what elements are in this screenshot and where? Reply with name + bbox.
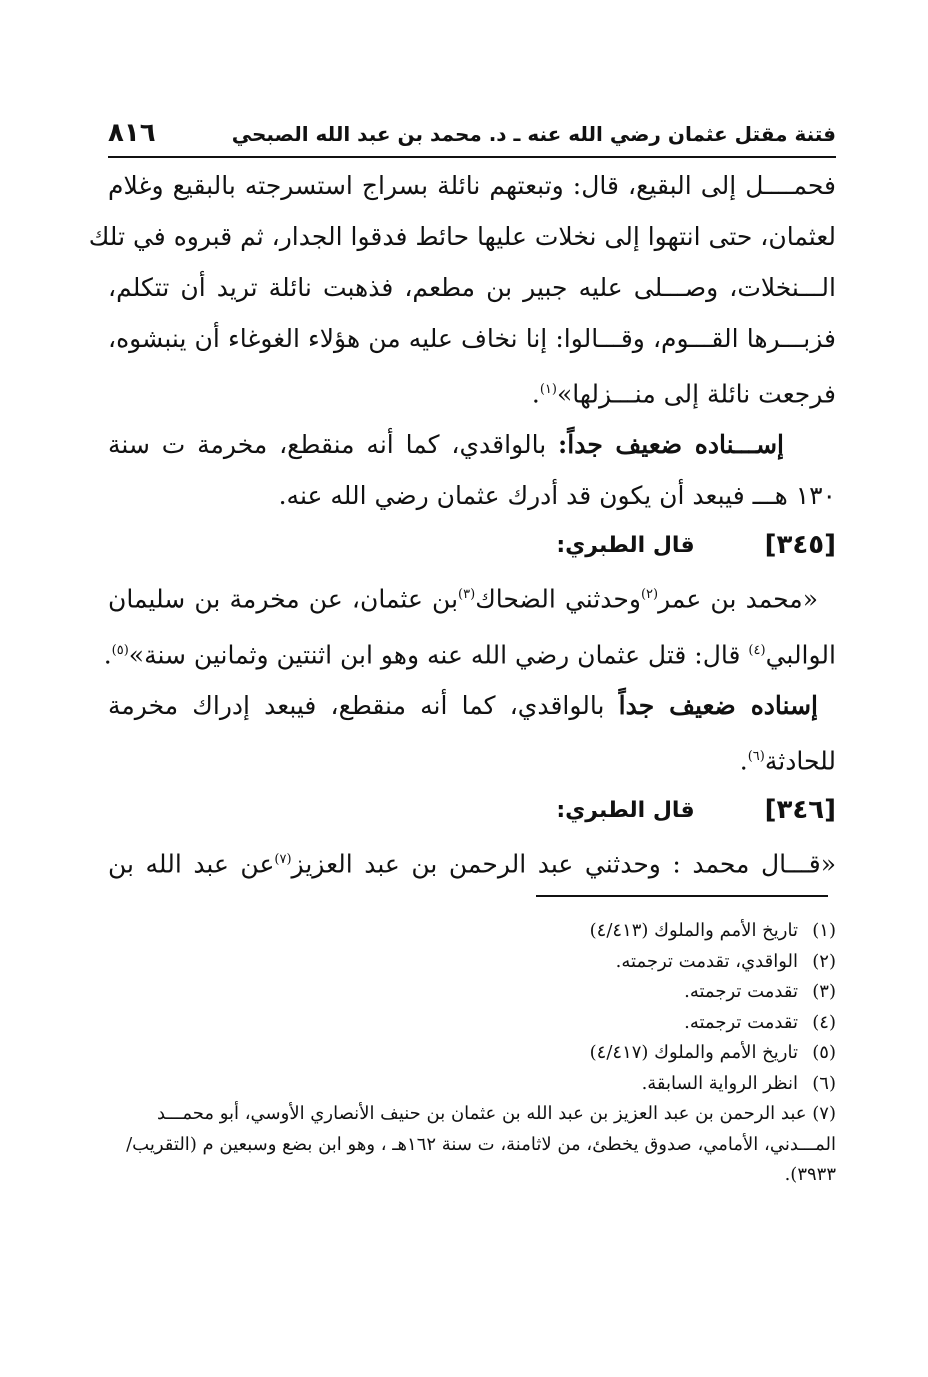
- text-line: [108, 680, 836, 731]
- text-fragment: بن عثمان، عن مخرمة بن سليمان: [108, 584, 459, 614]
- text-line: [108, 834, 836, 889]
- footnote-text: عبد الرحمن بن عبد العزيز بن عبد الله بن عثمان بن حنيف الأنصاري الأوسي، أبو محمـــد المـــدني، الأمامي، صدوق يخطئ، من لاثامنة، ت سنة ١٦٢هـ ، وهو ابن بضع وسبعين م (التقريب/ ٣٩٣٣).: [126, 1103, 836, 1185]
- footnote: [118, 1069, 836, 1100]
- text-fragment: «محمد بن عمر: [658, 584, 818, 614]
- main-text: [88, 160, 836, 890]
- footnote-ref: (٤): [748, 642, 766, 658]
- footnote-number: (٥): [812, 1042, 836, 1063]
- text-fragment: للحادثة: [764, 746, 836, 776]
- text-fragment: فرجعت نائلة إلى منـــزلها»: [556, 379, 836, 409]
- text-line: فزبـــرها القـــوم، وقـــالوا: إنا نخاف عليه من هؤلاء الغوغاء أن ينبشوه،: [108, 324, 836, 353]
- text-line: الوالبي$^{(٤)}$ قال: قتل عثمان رضي الله عنه وهو ابن اثنتين وثمانين سنة»$^{(٥)}$.: [103, 639, 836, 669]
- entry-number: [٣٤٥]: [764, 529, 836, 560]
- footnote-number: (٧): [812, 1103, 836, 1124]
- text-line: للحادثة$^{(٦)}$.: [739, 746, 836, 776]
- footnote-text: تقدمت ترجمته.: [684, 1011, 798, 1033]
- text-fragment: «قـــال محمد : وحدثني عبد الرحمن بن عبد العزيز: [291, 849, 836, 879]
- text-line: [108, 569, 836, 624]
- text-line: [108, 419, 836, 470]
- entry-number: [٣٤٦]: [764, 794, 836, 825]
- footnote-ref: (٣): [458, 587, 476, 603]
- header-title: فتنة مقتل عثمان رضي الله عنه ـ د. محمد بن عبد الله الصبحي: [231, 122, 836, 146]
- footnote-number: (٤): [812, 1011, 836, 1033]
- footnote-ref: (٢): [640, 587, 659, 603]
- footnote-text: الواقدي، تقدمت ترجمته.: [615, 950, 798, 972]
- text-fragment: بالواقدي، كما أنه منقطع، فيبعد إدراك مخرمة: [108, 690, 619, 720]
- page-number: ٨١٦: [108, 118, 156, 148]
- footnote: [118, 1008, 836, 1039]
- footnote: [118, 1038, 836, 1069]
- text-fragment: عن عبد الله بن: [108, 849, 275, 879]
- text-fragment: الوالبي: [765, 639, 836, 669]
- footnote: [118, 916, 836, 947]
- text-line: لعثمان، حتى انتهوا إلى نخلات عليها حائط فدقوا الجدار، ثم قبروه في تلك: [88, 222, 836, 251]
- footnote-text: تقدمت ترجمته.: [684, 981, 798, 1002]
- entry-heading-345: [108, 521, 836, 569]
- text-fragment: بالواقدي، كما أنه منقطع، مخرمة ت سنة: [108, 430, 559, 460]
- isnad-label: إسناده ضعيف جداً: [618, 690, 818, 720]
- footnote-number: (١): [812, 920, 836, 941]
- footnote-text: انظر الرواية السابقة.: [641, 1072, 798, 1094]
- text-fragment: قال: قتل عثمان رضي الله عنه وهو ابن اثنتين وثمانين سنة»: [128, 639, 749, 669]
- footnotes: [118, 916, 836, 1191]
- footnote-text: تاريخ الأمم والملوك (٤/٤١٣): [589, 920, 798, 941]
- text-line: ١٣٠ هـــ فيبعد أن يكون قد أدرك عثمان رضي الله عنه.: [278, 481, 836, 511]
- entry-heading-346: [108, 786, 836, 834]
- text-line: الـــنخلات، وصـــلى عليه جبير بن مطعم، فذهبت نائلة تريد أن تتكلم،: [108, 273, 836, 302]
- footnote: [118, 947, 836, 978]
- footnote-number: (٦): [812, 1072, 836, 1094]
- footnote-ref: (٧): [274, 852, 292, 868]
- footnote-ref: (٦): [747, 748, 765, 764]
- entry-title: قال الطبري:: [556, 532, 695, 558]
- text-fragment: وحدثني الضحاك: [475, 584, 641, 614]
- footnote-text: تاريخ الأمم والملوك (٤/٤١٧): [589, 1042, 798, 1063]
- footnote-number: (٣): [812, 981, 836, 1002]
- footnote-number: (٢): [812, 950, 836, 972]
- running-header: [108, 116, 836, 158]
- footnote-ref: (٥): [111, 642, 129, 658]
- footnote-ref: (١): [539, 382, 557, 397]
- entry-title: قال الطبري:: [556, 797, 695, 823]
- isnad-label: إســـناده ضعيف جداً:: [558, 430, 784, 460]
- footnote: [118, 977, 836, 1008]
- text-line: فحمــــل إلى البقيع، قال: وتبعتهم نائلة بسراج استسرجته بالبقيع وغلام: [108, 171, 836, 200]
- footnote-separator: [536, 895, 828, 897]
- footnote: [118, 1099, 836, 1191]
- text-line: فرجعت نائلة إلى منـــزلها»$^{(١)}$.: [531, 379, 836, 409]
